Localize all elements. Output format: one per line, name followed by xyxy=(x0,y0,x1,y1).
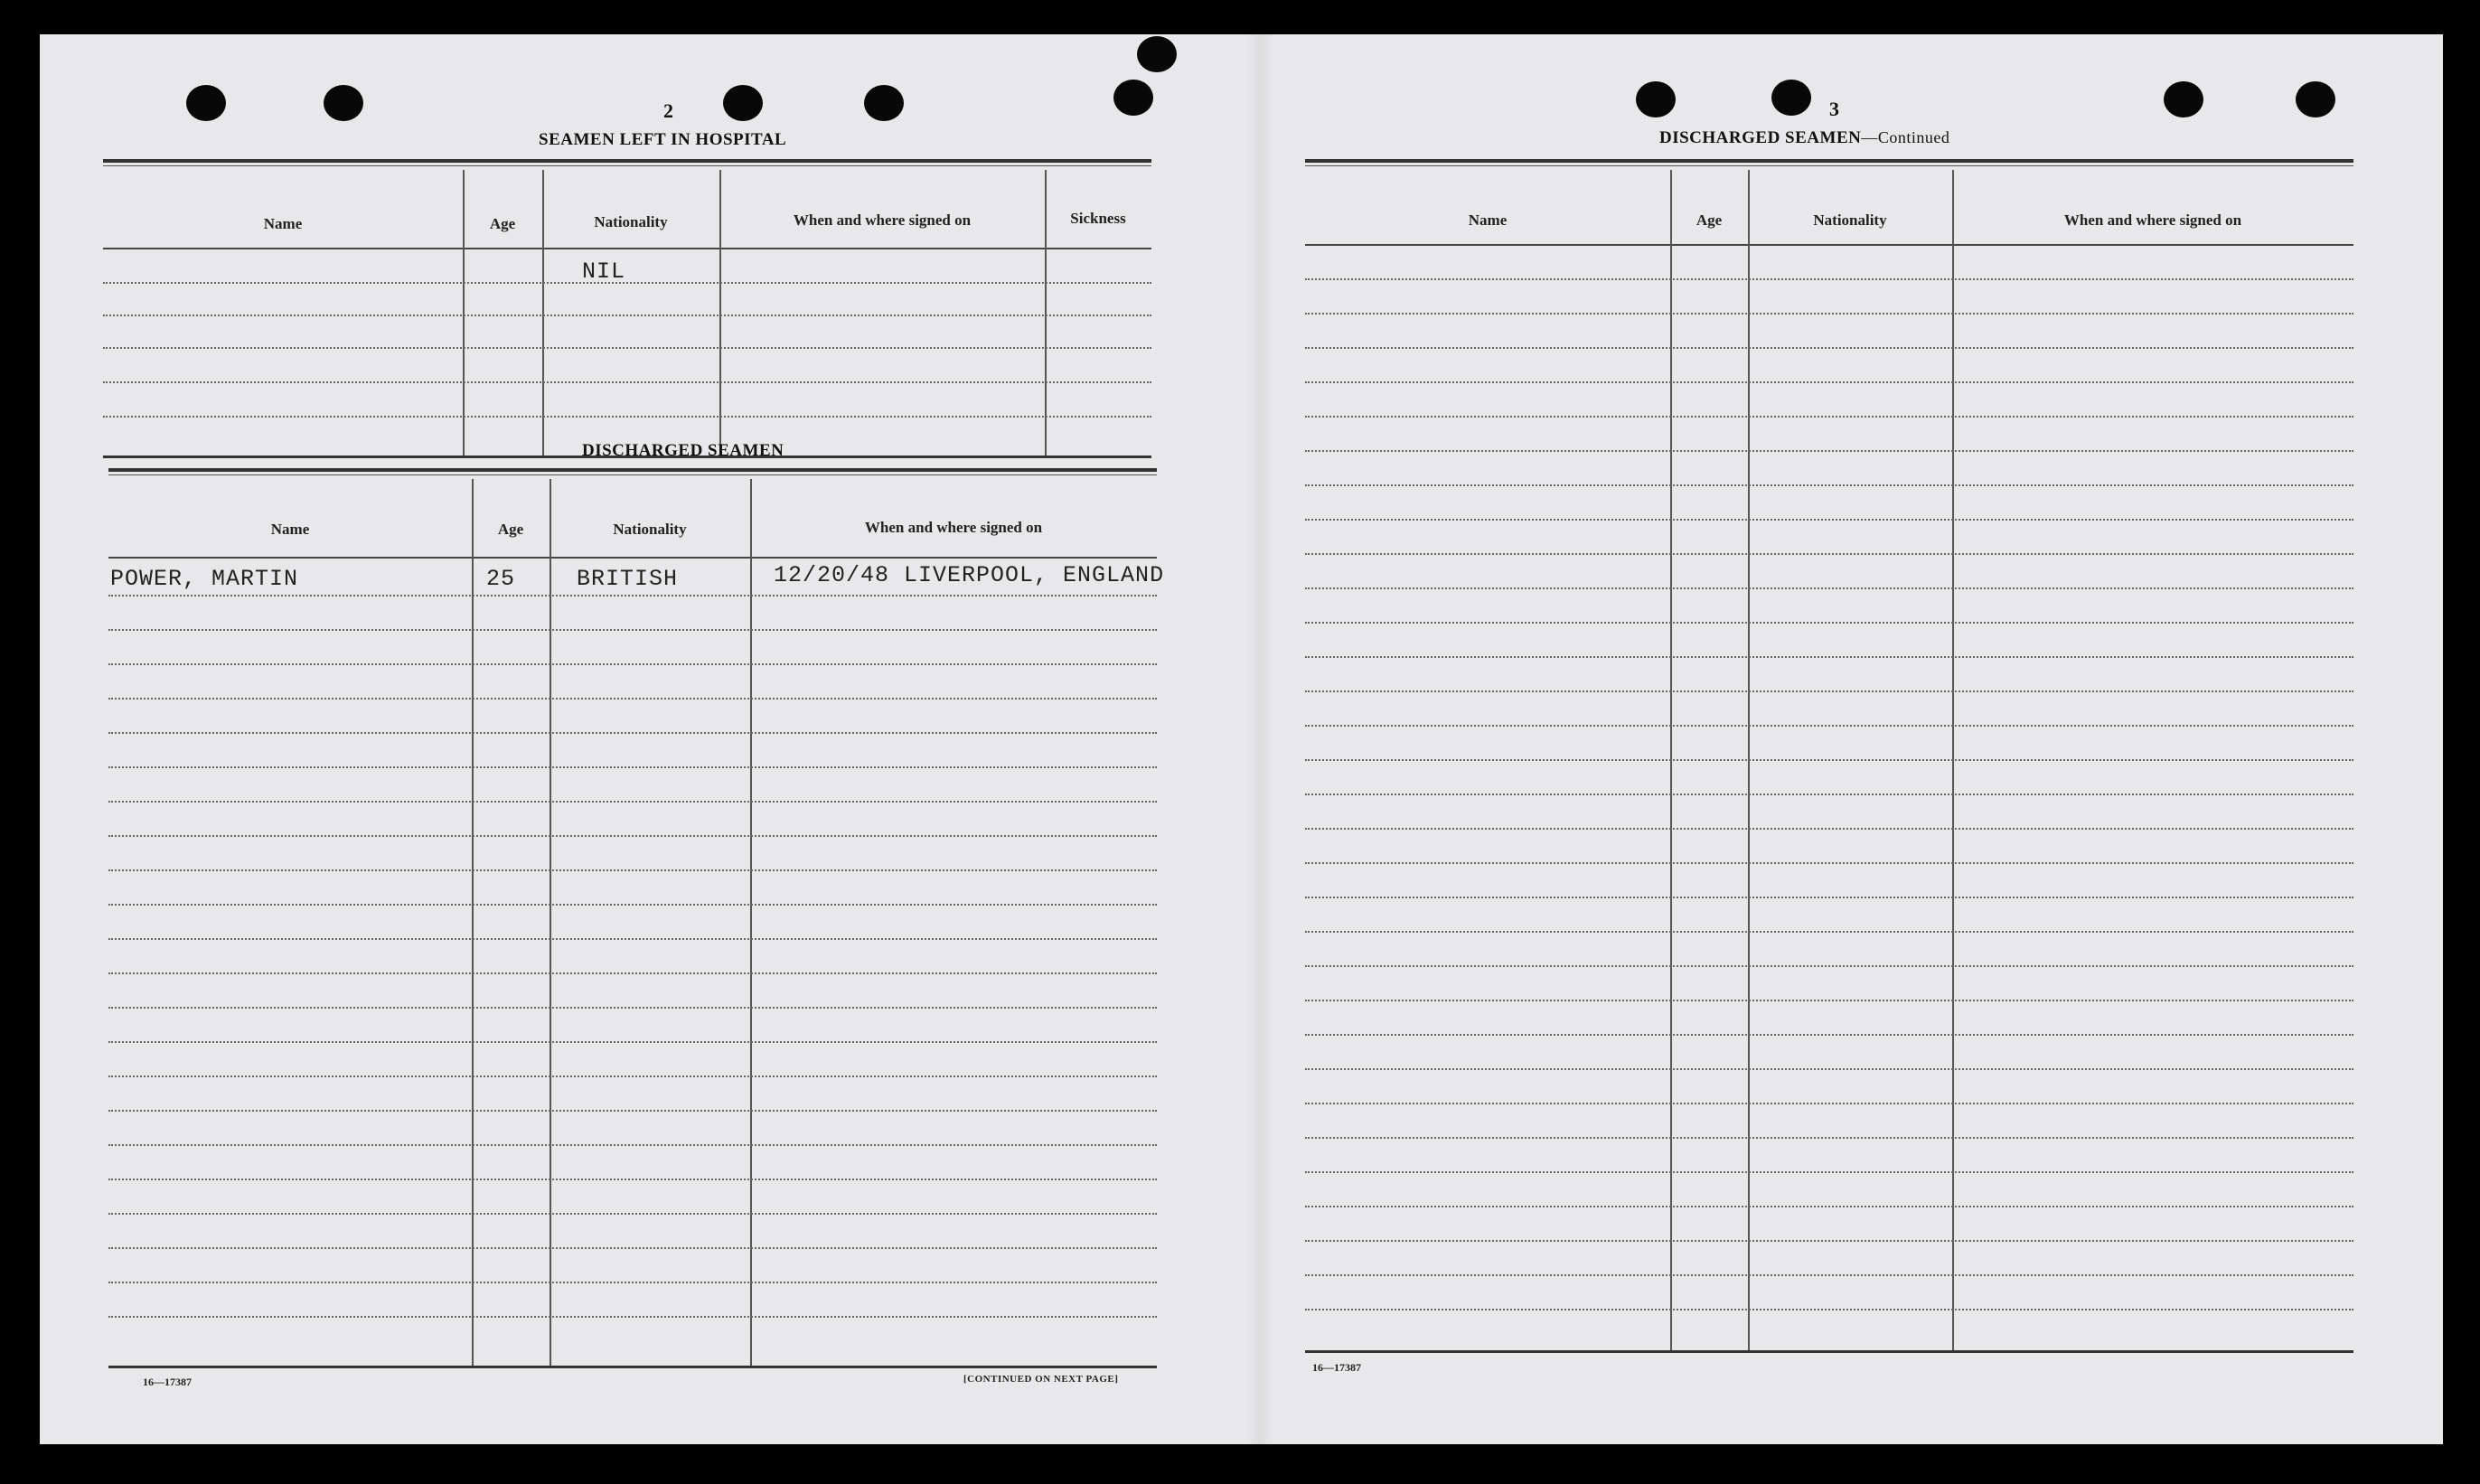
form-code: 16—17387 xyxy=(1312,1361,1361,1374)
form-code: 16—17387 xyxy=(143,1376,192,1388)
hospital-table xyxy=(103,159,1151,457)
column-header-name: Name xyxy=(263,215,303,232)
punch-hole xyxy=(2296,81,2335,117)
column-header-signed-on: When and where signed on xyxy=(864,519,1043,536)
punch-hole xyxy=(1771,80,1811,116)
page-number: 2 xyxy=(663,99,673,122)
column-header-age: Age xyxy=(497,521,524,538)
column-header-nationality: Nationality xyxy=(613,521,687,538)
column-header-age: Age xyxy=(489,215,516,232)
seaman-age: 25 xyxy=(486,566,516,592)
seaman-nationality: BRITISH xyxy=(577,566,679,592)
punch-hole xyxy=(186,85,226,121)
hospital-nil-entry: NIL xyxy=(582,258,626,285)
seaman-signed-on: 12/20/48 LIVERPOOL, ENGLAND xyxy=(774,562,1165,588)
discharged-section-title: DISCHARGED SEAMEN xyxy=(582,441,784,460)
column-header-signed-on: When and where signed on xyxy=(2063,211,2242,229)
column-header-sickness: Sickness xyxy=(1070,210,1126,227)
column-header-name: Name xyxy=(1468,211,1508,229)
page-number: 3 xyxy=(1829,98,1839,120)
column-header-age: Age xyxy=(1696,211,1723,229)
punch-hole xyxy=(324,85,363,121)
hospital-section-title: SEAMEN LEFT IN HOSPITAL xyxy=(539,130,787,149)
title-continued: —Continued xyxy=(1861,128,1950,146)
discharged-table xyxy=(108,468,1165,1367)
document-sheet xyxy=(40,34,2443,1444)
punch-hole xyxy=(1113,80,1153,116)
column-header-nationality: Nationality xyxy=(1813,211,1887,229)
page-fold xyxy=(1246,34,1273,1444)
punch-hole xyxy=(864,85,904,121)
punch-hole xyxy=(1636,81,1676,117)
title-main: DISCHARGED SEAMEN xyxy=(1659,128,1862,147)
punch-hole xyxy=(2164,81,2203,117)
punch-hole xyxy=(723,85,763,121)
continued-note: [CONTINUED ON NEXT PAGE] xyxy=(963,1374,1119,1385)
column-header-name: Name xyxy=(270,521,310,538)
column-header-nationality: Nationality xyxy=(594,213,668,230)
column-header-signed-on: When and where signed on xyxy=(793,211,972,229)
punch-hole xyxy=(1137,36,1177,72)
discharged-continued-table xyxy=(1305,159,2353,1354)
discharged-continued-title xyxy=(1659,128,1949,148)
seaman-name: POWER, MARTIN xyxy=(110,566,299,592)
